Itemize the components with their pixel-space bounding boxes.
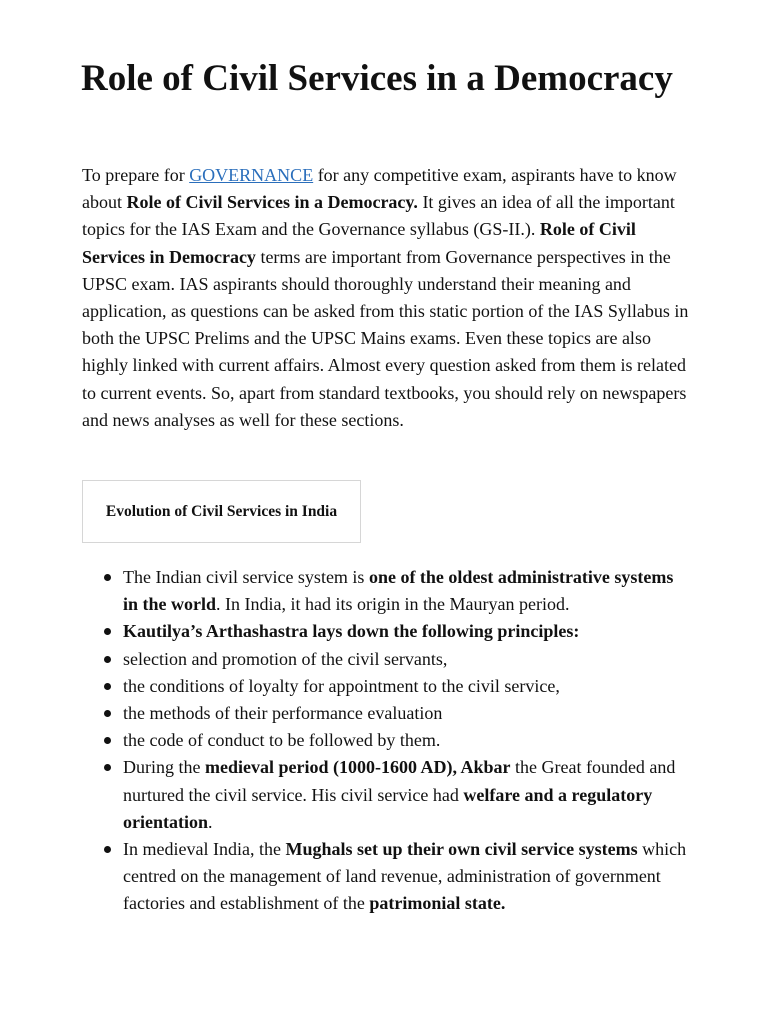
bullet-bold: patrimonial state. <box>369 893 506 914</box>
intro-text-3: It gives an idea of all the important topics for the IAS Exam and the Governance syllabus (GS-II.). <box>82 192 675 240</box>
bullet-text: the methods of their performance evaluation <box>123 703 443 724</box>
intro-paragraph <box>82 162 692 434</box>
bullet-text: the code of conduct to be followed by them. <box>123 730 441 751</box>
intro-text-2: for any competitive exam, aspirants have to know about <box>82 165 677 213</box>
bullet-text: selection and promotion of the civil servants, <box>123 648 448 669</box>
bullet-bold: welfare and a regulatory orientation <box>123 784 653 832</box>
intro-bold-2: Role of Civil Services in Democracy <box>82 219 636 267</box>
bullet-text: The Indian civil service system is <box>123 567 369 587</box>
bullet-text: In medieval India, the <box>123 839 286 860</box>
list-item <box>123 673 692 700</box>
list-item <box>123 754 692 836</box>
bullet-bold: Mughals set up their own civil service systems <box>285 839 638 860</box>
governance-link[interactable]: GOVERNANCE <box>189 165 314 185</box>
list-item <box>123 564 692 618</box>
bullet-bold: Kautilya’s Arthashastra lays down the following principles: <box>123 621 580 642</box>
bullet-text: During the <box>123 757 205 778</box>
list-item <box>123 618 692 645</box>
bullet-text: which centred on the management of land revenue, administration of government factories and establishment of the <box>123 839 687 914</box>
bullet-bold: medieval period (1000-1600 AD), Akbar <box>204 757 511 778</box>
section-heading-box <box>82 480 361 543</box>
section-heading: Evolution of Civil Services in India <box>105 502 338 520</box>
intro-bold-1: Role of Civil Services in a Democracy. <box>126 192 418 213</box>
list-item <box>123 836 692 918</box>
list-item <box>123 646 692 673</box>
bullet-text: the conditions of loyalty for appointment to the civil service, <box>123 675 560 696</box>
bullet-list <box>82 564 692 918</box>
bullet-text: the Great founded and nurtured the civil service. His civil service had <box>123 757 676 805</box>
bullet-bold: one of the oldest administrative systems in the world <box>123 567 674 615</box>
intro-text-1: To prepare for <box>82 165 190 185</box>
bullet-text: . In India, it had its origin in the Mauryan period. <box>216 594 570 615</box>
bullet-text: . <box>208 811 213 832</box>
page-title: Role of Civil Services in a Democracy <box>81 58 673 99</box>
list-item <box>123 700 692 727</box>
list-item <box>123 727 692 754</box>
intro-text-4: terms are important from Governance perspectives in the UPSC exam. IAS aspirants should thoroughly understand their meaning and application, as questions can be asked from this static portion of the IAS Syllabus in both the UPSC Prelims and the UPSC Mains exams. Even these topics are also highly linked with current affairs. Almost every question asked from them is related to current events. So, apart from standard textbooks, you should rely on newspapers and news analyses as well for these sections. <box>82 246 689 430</box>
